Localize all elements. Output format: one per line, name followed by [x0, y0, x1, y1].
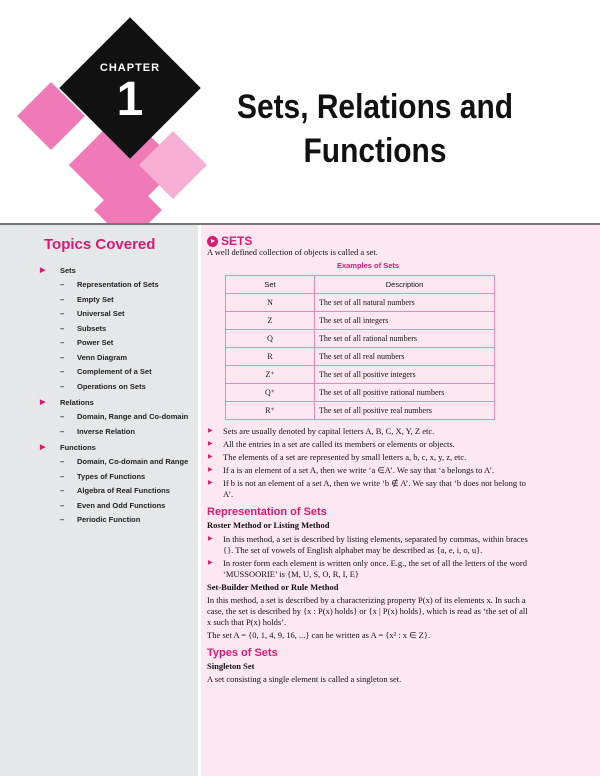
- topic-item-label: Domain, Co-domain and Range: [77, 457, 189, 466]
- section-title: SETS: [221, 234, 253, 248]
- set-symbol: Q: [226, 330, 315, 348]
- set-description: The set of all positive integers: [315, 366, 495, 384]
- topic-item-label: Complement of a Set: [77, 367, 152, 376]
- topic-item-label: Universal Set: [77, 309, 125, 318]
- topic-item: – Power Set: [60, 338, 114, 347]
- set-description: The set of all positive rational numbers: [315, 384, 495, 402]
- chapter-label: CHAPTER: [99, 62, 161, 74]
- topic-item: – Empty Set: [60, 294, 114, 304]
- set-symbol: R⁺: [226, 402, 315, 420]
- set-description: The set of all rational numbers: [315, 330, 495, 348]
- list-item: ▶ If b is not an element of a set A, then we write ‘b ∉ A’. We say that ‘b does not belong to A’.: [207, 478, 529, 500]
- section-heading-sets: [207, 236, 529, 247]
- chapter-number: 1: [116, 73, 144, 126]
- topic-item-label: Types of Functions: [77, 471, 146, 481]
- topics-list: [40, 264, 196, 528]
- topic-group-title: Relations: [60, 398, 94, 407]
- list-item: ▶ If a is an element of a set A, then we write ‘a ∈A’. We say that ‘a belongs to A’.: [207, 465, 529, 476]
- table-row: [226, 312, 495, 330]
- topic-item-label: Venn Diagram: [77, 352, 128, 362]
- topic-item: – Representation of Sets: [60, 280, 159, 289]
- topic-item-label: Operations on Sets: [77, 381, 146, 391]
- table-row: [226, 294, 495, 312]
- set-symbol: Z⁺: [226, 366, 315, 384]
- builder-heading: Set-Builder Method or Rule Method: [207, 582, 339, 592]
- table-row: [226, 402, 495, 420]
- play-icon: [207, 236, 218, 247]
- topic-item: – Periodic Function: [60, 515, 141, 524]
- topic-item: – Domain, Range and Co-domain: [60, 412, 189, 421]
- roster-bullet-list: [207, 534, 529, 580]
- set-symbol: Q⁺: [226, 384, 315, 402]
- topic-item-label: Inverse Relation: [77, 426, 135, 436]
- list-item: ▶ The elements of a set are represented by small letters a, b, c, x, y, z, etc.: [207, 452, 529, 463]
- arrow-icon: ▶: [40, 444, 46, 451]
- examples-table: [225, 275, 495, 420]
- representation-heading: Representation of Sets: [207, 506, 327, 518]
- builder-text: In this method, a set is described by a characterizing property P(x) of its elements x. In such a case, the set is described by {x : P(x) holds} or {x | P(x) holds}, which is read as ‘the set of all x such that P(x) holds’.: [207, 595, 528, 627]
- topic-item-label: Domain, Range and Co-domain: [77, 412, 189, 421]
- list-item: ▶ All the entries in a set are called its members or elements or objects.: [207, 439, 529, 450]
- topic-item-label: Periodic Function: [77, 515, 141, 524]
- topic-group-title: Functions: [60, 443, 96, 452]
- topic-item-label: Representation of Sets: [77, 280, 159, 289]
- table-row: [226, 384, 495, 402]
- topic-group: [40, 396, 196, 410]
- set-description: The set of all integers: [315, 312, 495, 330]
- list-item: ▶ In roster form each element is written only once. E.g., the set of all the letters of the word ‘MUSSOORIE’ is {M, U, S, O, R, I, E}: [207, 558, 529, 580]
- chapter-banner: [0, 0, 600, 225]
- roster-heading: Roster Method or Listing Method: [207, 520, 330, 530]
- arrow-icon: ▶: [40, 399, 46, 406]
- arrow-icon: ▶: [40, 267, 46, 274]
- topic-group: [40, 264, 196, 278]
- topic-item: – Inverse Relation: [60, 426, 135, 436]
- set-description: The set of all positive real numbers: [315, 402, 495, 420]
- list-item: ▶ Sets are usually denoted by capital letters A, B, C, X, Y, Z etc.: [207, 426, 529, 437]
- content-body: [207, 236, 529, 685]
- set-symbol: Z: [226, 312, 315, 330]
- table-row: [226, 348, 495, 366]
- builder-example: The set A = {0, 1, 4, 9, 16, ...} can be written as A = {x² : x ∈ Z}.: [207, 630, 431, 640]
- topic-group: [40, 441, 196, 455]
- topic-item: – Algebra of Real Functions: [60, 486, 170, 495]
- topic-item-label: Empty Set: [77, 294, 114, 304]
- table-header-row: [226, 276, 495, 294]
- set-description: The set of all natural numbers: [315, 294, 495, 312]
- table-row: [226, 366, 495, 384]
- table-row: [226, 330, 495, 348]
- set-symbol: N: [226, 294, 315, 312]
- types-heading: Types of Sets: [207, 647, 278, 659]
- column-header: Description: [315, 276, 495, 294]
- topic-item: – Subsets: [60, 323, 107, 333]
- topic-item: – Operations on Sets: [60, 381, 146, 391]
- topic-group-title: Sets: [60, 266, 76, 275]
- topic-item-label: Algebra of Real Functions: [77, 486, 170, 495]
- list-item: ▶ In this method, a set is described by listing elements, separated by commas, within braces {}. The set of vowels of English alphabet may be described as {a, e, i, o, u}.: [207, 534, 529, 556]
- topics-heading: Topics Covered: [44, 236, 156, 253]
- topic-item: – Venn Diagram: [60, 352, 128, 362]
- definition-text: A well defined collection of objects is called a set.: [207, 247, 378, 257]
- topic-item-label: Power Set: [77, 338, 114, 347]
- topic-item: – Domain, Co-domain and Range: [60, 457, 189, 466]
- topic-item: – Types of Functions: [60, 471, 146, 481]
- singleton-text: A set consisting a single element is called a singleton set.: [207, 674, 402, 684]
- chapter-title: Sets, Relations and Functions: [236, 88, 513, 170]
- topic-item: – Universal Set: [60, 309, 125, 318]
- table-caption: Examples of Sets: [336, 261, 400, 270]
- topic-item: – Complement of a Set: [60, 367, 152, 376]
- singleton-heading: Singleton Set: [207, 661, 255, 671]
- column-header: Set: [226, 276, 315, 294]
- set-symbol: R: [226, 348, 315, 366]
- set-description: The set of all real numbers: [315, 348, 495, 366]
- topic-item: – Even and Odd Functions: [60, 500, 166, 510]
- sets-bullet-list: [207, 426, 529, 500]
- topic-item-label: Even and Odd Functions: [77, 500, 166, 510]
- topic-item-label: Subsets: [77, 323, 107, 333]
